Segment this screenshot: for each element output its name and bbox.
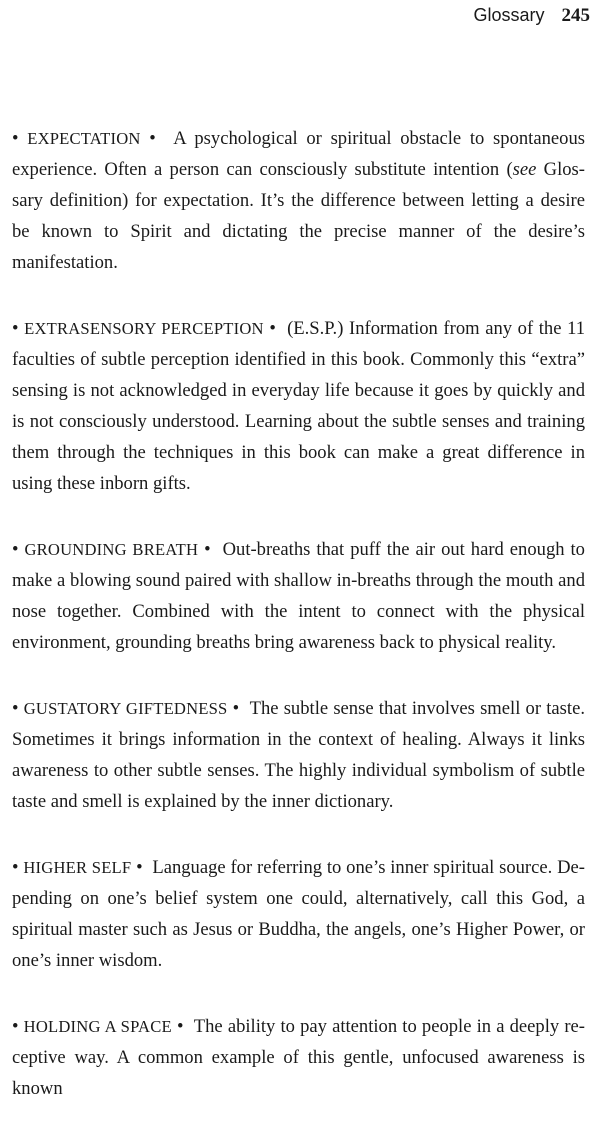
definition-text: Glossary definition) for expectation. It’s the difference between letting a desire be known to Spirit and dictating the precise manner of the desire’s manifestation. bbox=[12, 159, 585, 273]
bullet: • bbox=[12, 1016, 24, 1037]
bullet: • bbox=[12, 857, 24, 878]
bullet: • bbox=[227, 698, 250, 719]
entry-definition: (E.S.P.) Information from any of the 11 faculties of subtle perception identified in this book. Commonly this “extra” sensing is not acknowledged in everyday life because it goes by quickly and is not consciously understood. Learning about the subtle senses and training them through the techniques in this book can make a great difference in using these inborn gifts. bbox=[12, 318, 585, 494]
glossary-entry-holding-a-space bbox=[12, 1011, 585, 1104]
entry-definition: The ability to pay attention to people in a deeply receptive way. A common example of this gentle, unfocused awareness is known bbox=[12, 1016, 585, 1099]
bullet: • bbox=[12, 539, 25, 560]
glossary-entry-gustatory-giftedness bbox=[12, 693, 585, 817]
entry-definition: The subtle sense that involves smell or taste. Sometimes it brings information in the context of healing. Always it links awareness to other subtle senses. The highly individual symbolism of subtle taste and smell is explained by the inner dictionary. bbox=[12, 698, 585, 812]
entry-term: HIGHER SELF bbox=[23, 858, 132, 877]
glossary-entries bbox=[12, 123, 585, 1139]
definition-text: A psychological or spiritual obstacle to spontaneous experience. Often a person can consciously substitute intention ( bbox=[12, 128, 585, 180]
entry-term: EXPECTATION bbox=[27, 129, 141, 148]
entry-definition: Out-breaths that puff the air out hard enough to make a blowing sound paired with shallow in-breaths through the mouth and nose together. Combined with the intent to connect with the physical environment, grounding breaths bring awareness back to physical reality. bbox=[12, 539, 585, 653]
glossary-entry-higher-self bbox=[12, 852, 585, 976]
bullet: • bbox=[198, 539, 223, 560]
definition-italic: see bbox=[512, 159, 537, 180]
entry-term: HOLDING A SPACE bbox=[23, 1017, 172, 1036]
entry-term: GUSTATORY GIFTEDNESS bbox=[23, 699, 228, 718]
entry-term: GROUNDING BREATH bbox=[24, 540, 199, 559]
bullet: • bbox=[263, 318, 288, 339]
glossary-entry-extrasensory-perception bbox=[12, 313, 585, 499]
bullet: • bbox=[12, 698, 24, 719]
bullet: • bbox=[140, 128, 174, 149]
bullet: • bbox=[171, 1016, 194, 1037]
entry-term: EXTRASENSORY PERCEPTION bbox=[24, 319, 264, 338]
bullet: • bbox=[131, 857, 153, 878]
bullet: • bbox=[12, 128, 28, 149]
page-number: 245 bbox=[561, 5, 590, 26]
bullet: • bbox=[12, 318, 25, 339]
glossary-entry-expectation bbox=[12, 123, 585, 278]
section-title: Glossary bbox=[473, 5, 545, 25]
entry-definition bbox=[12, 128, 585, 273]
entry-definition: Language for referring to one’s inner spiritual source. Depending on one’s belief system one could, alternatively, call this God, a spiritual master such as Jesus or Buddha, the angels, one’s Higher Power, or one’s inner wisdom. bbox=[12, 857, 585, 971]
glossary-entry-grounding-breath bbox=[12, 534, 585, 658]
running-head bbox=[473, 2, 590, 29]
